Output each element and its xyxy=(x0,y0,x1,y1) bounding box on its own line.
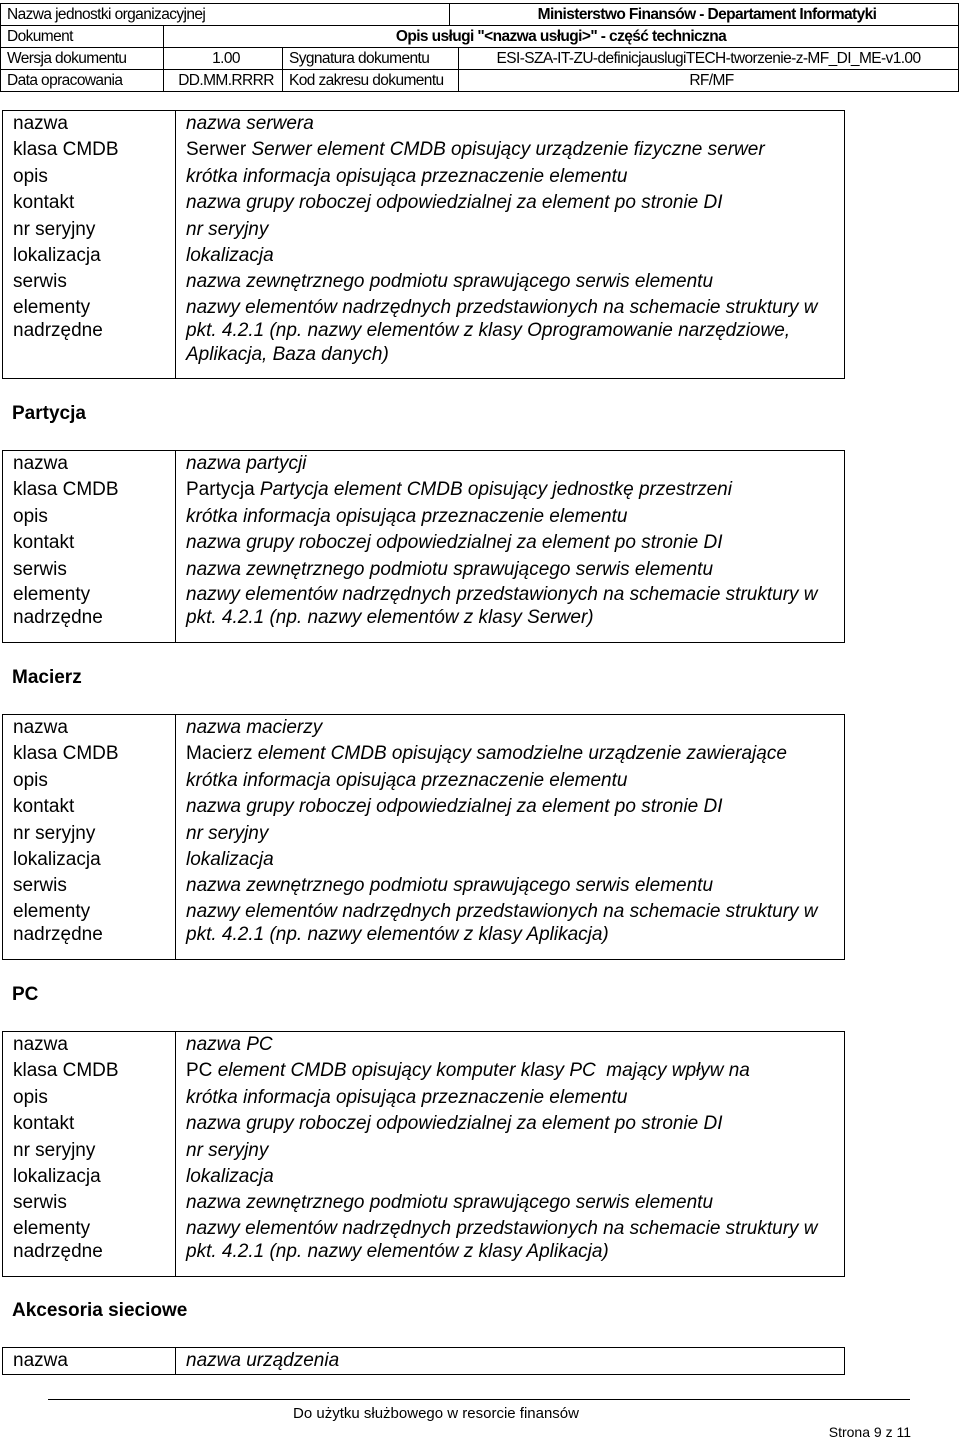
label-kontakt: kontakt xyxy=(13,1113,75,1135)
document-label: Dokument xyxy=(1,26,164,48)
label-kontakt: kontakt xyxy=(13,192,75,214)
value-elementy-nadrzedne: nazwy elementów nadrzędnych przedstawionych na schemacie struktury w pkt. 4.2.1 (np. nazwy elementów z klasy Oprogramowanie narzędziowe, Aplikacja, Baza danych) xyxy=(186,296,818,365)
scope-value: RF/MF xyxy=(459,70,959,92)
value-nr-seryjny: nr seryjny xyxy=(186,822,269,844)
value-serwis: nazwa zewnętrznego podmiotu sprawującego serwis elementu xyxy=(186,875,714,897)
macierz-table xyxy=(2,714,845,960)
partycja-labels xyxy=(3,451,176,642)
signature-label: Sygnatura dokumentu xyxy=(283,48,459,70)
value-serwis: nazwa zewnętrznego podmiotu sprawującego serwis elementu xyxy=(186,1192,714,1214)
macierz-values xyxy=(176,715,844,947)
pc-labels xyxy=(3,1032,176,1276)
value-nazwa: nazwa PC xyxy=(186,1034,273,1055)
label-klasa-cmdb: klasa CMDB xyxy=(13,743,119,765)
klasa-prefix: Serwer xyxy=(186,139,247,161)
klasa-prefix: Partycja xyxy=(186,479,255,501)
partycja-values xyxy=(176,451,844,630)
klasa-description: element CMDB opisujący komputer klasy PC mający wpływ na xyxy=(217,1060,750,1082)
label-nazwa: nazwa xyxy=(13,1350,68,1371)
label-opis: opis xyxy=(13,505,48,527)
label-nr-seryjny: nr seryjny xyxy=(13,218,96,240)
header-row-organization xyxy=(1,4,959,26)
label-opis: opis xyxy=(13,165,48,187)
section-heading-partycja: Partycja xyxy=(12,403,86,424)
value-nazwa: nazwa serwera xyxy=(186,113,314,134)
partycja-table xyxy=(2,450,845,643)
macierz-labels xyxy=(3,715,176,959)
akcesoria-values xyxy=(176,1348,844,1374)
value-klasa-cmdb xyxy=(186,477,844,503)
value-serwis: nazwa zewnętrznego podmiotu sprawującego serwis elementu xyxy=(186,271,714,293)
value-nr-seryjny: nr seryjny xyxy=(186,218,269,240)
label-kontakt: kontakt xyxy=(13,532,75,554)
label-serwis: serwis xyxy=(13,558,67,580)
label-klasa-cmdb: klasa CMDB xyxy=(13,139,119,161)
serwer-labels xyxy=(3,111,176,378)
klasa-prefix: Macierz xyxy=(186,743,253,765)
label-serwis: serwis xyxy=(13,875,67,897)
value-opis: krótka informacja opisująca przeznaczenie elementu xyxy=(186,165,628,187)
label-elementy-nadrzedne: elementy nadrzędne xyxy=(13,1217,103,1263)
signature-value: ESI-SZA-IT-ZU-definicjauslugiTECH-tworzenie-z-MF_DI_ME-v1.00 xyxy=(459,48,959,70)
value-elementy-nadrzedne: nazwy elementów nadrzędnych przedstawionych na schemacie struktury w pkt. 4.2.1 (np. nazwy elementów z klasy Aplikacja) xyxy=(186,900,818,946)
value-klasa-cmdb xyxy=(186,741,844,767)
label-kontakt: kontakt xyxy=(13,796,75,818)
value-nazwa: nazwa macierzy xyxy=(186,717,323,738)
value-nr-seryjny: nr seryjny xyxy=(186,1139,269,1161)
label-nazwa: nazwa xyxy=(13,453,68,474)
pc-table xyxy=(2,1031,845,1277)
section-heading-pc: PC xyxy=(12,984,39,1005)
label-nazwa: nazwa xyxy=(13,113,68,134)
footer-page-number: Strona 9 z 11 xyxy=(828,1424,911,1440)
header-row-version xyxy=(1,48,959,70)
value-lokalizacja: lokalizacja xyxy=(186,848,274,870)
pc-values xyxy=(176,1032,844,1264)
akcesoria-table xyxy=(2,1347,845,1375)
date-value: DD.MM.RRRR xyxy=(164,70,283,92)
header-row-date xyxy=(1,70,959,92)
document-header xyxy=(0,3,959,92)
version-value: 1.00 xyxy=(164,48,283,70)
label-klasa-cmdb: klasa CMDB xyxy=(13,1060,119,1082)
label-lokalizacja: lokalizacja xyxy=(13,244,101,266)
klasa-description: element CMDB opisujący samodzielne urządzenie zawierające xyxy=(257,743,787,765)
value-opis: krótka informacja opisująca przeznaczenie elementu xyxy=(186,505,628,527)
value-kontakt: nazwa grupy roboczej odpowiedzialnej za element po stronie DI xyxy=(186,796,723,818)
date-label: Data opracowania xyxy=(1,70,164,92)
footer-divider xyxy=(48,1399,910,1400)
klasa-description: Partycja element CMDB opisujący jednostkę przestrzeni xyxy=(259,479,732,501)
value-opis: krótka informacja opisująca przeznaczenie elementu xyxy=(186,769,628,791)
header-row-document xyxy=(1,26,959,48)
footer-classification: Do użytku służbowego w resorcie finansów xyxy=(293,1405,579,1422)
org-label: Nazwa jednostki organizacyjnej xyxy=(1,4,450,26)
label-nr-seryjny: nr seryjny xyxy=(13,822,96,844)
value-kontakt: nazwa grupy roboczej odpowiedzialnej za element po stronie DI xyxy=(186,1113,723,1135)
value-klasa-cmdb xyxy=(186,1058,844,1084)
value-opis: krótka informacja opisująca przeznaczenie elementu xyxy=(186,1086,628,1108)
label-nazwa: nazwa xyxy=(13,717,68,738)
label-opis: opis xyxy=(13,1086,48,1108)
value-nazwa: nazwa partycji xyxy=(186,453,307,474)
org-value: Ministerstwo Finansów - Departament Informatyki xyxy=(450,4,959,26)
section-heading-akcesoria: Akcesoria sieciowe xyxy=(12,1300,188,1321)
scope-label: Kod zakresu dokumentu xyxy=(283,70,459,92)
value-klasa-cmdb xyxy=(186,137,844,163)
value-elementy-nadrzedne: nazwy elementów nadrzędnych przedstawionych na schemacie struktury w pkt. 4.2.1 (np. nazwy elementów z klasy Serwer) xyxy=(186,583,818,629)
value-lokalizacja: lokalizacja xyxy=(186,244,274,266)
akcesoria-labels xyxy=(3,1348,176,1374)
label-klasa-cmdb: klasa CMDB xyxy=(13,479,119,501)
serwer-values xyxy=(176,111,844,366)
serwer-table xyxy=(2,110,845,379)
klasa-prefix: PC xyxy=(186,1060,213,1082)
label-nazwa: nazwa xyxy=(13,1034,68,1055)
value-kontakt: nazwa grupy roboczej odpowiedzialnej za element po stronie DI xyxy=(186,532,723,554)
value-serwis: nazwa zewnętrznego podmiotu sprawującego serwis elementu xyxy=(186,558,714,580)
section-heading-macierz: Macierz xyxy=(12,667,82,688)
value-kontakt: nazwa grupy roboczej odpowiedzialnej za element po stronie DI xyxy=(186,192,723,214)
value-lokalizacja: lokalizacja xyxy=(186,1165,274,1187)
label-elementy-nadrzedne: elementy nadrzędne xyxy=(13,583,103,629)
label-lokalizacja: lokalizacja xyxy=(13,1165,101,1187)
value-nazwa: nazwa urządzenia xyxy=(186,1350,340,1371)
label-elementy-nadrzedne: elementy nadrzędne xyxy=(13,296,103,342)
label-nr-seryjny: nr seryjny xyxy=(13,1139,96,1161)
value-elementy-nadrzedne: nazwy elementów nadrzędnych przedstawionych na schemacie struktury w pkt. 4.2.1 (np. nazwy elementów z klasy Aplikacja) xyxy=(186,1217,818,1263)
label-opis: opis xyxy=(13,769,48,791)
version-label: Wersja dokumentu xyxy=(1,48,164,70)
klasa-description: Serwer element CMDB opisujący urządzenie fizyczne serwer xyxy=(251,139,765,161)
label-serwis: serwis xyxy=(13,1192,67,1214)
label-lokalizacja: lokalizacja xyxy=(13,848,101,870)
label-elementy-nadrzedne: elementy nadrzędne xyxy=(13,900,103,946)
label-serwis: serwis xyxy=(13,271,67,293)
document-value: Opis usługi "<nazwa usługi>" - część techniczna xyxy=(164,26,959,48)
